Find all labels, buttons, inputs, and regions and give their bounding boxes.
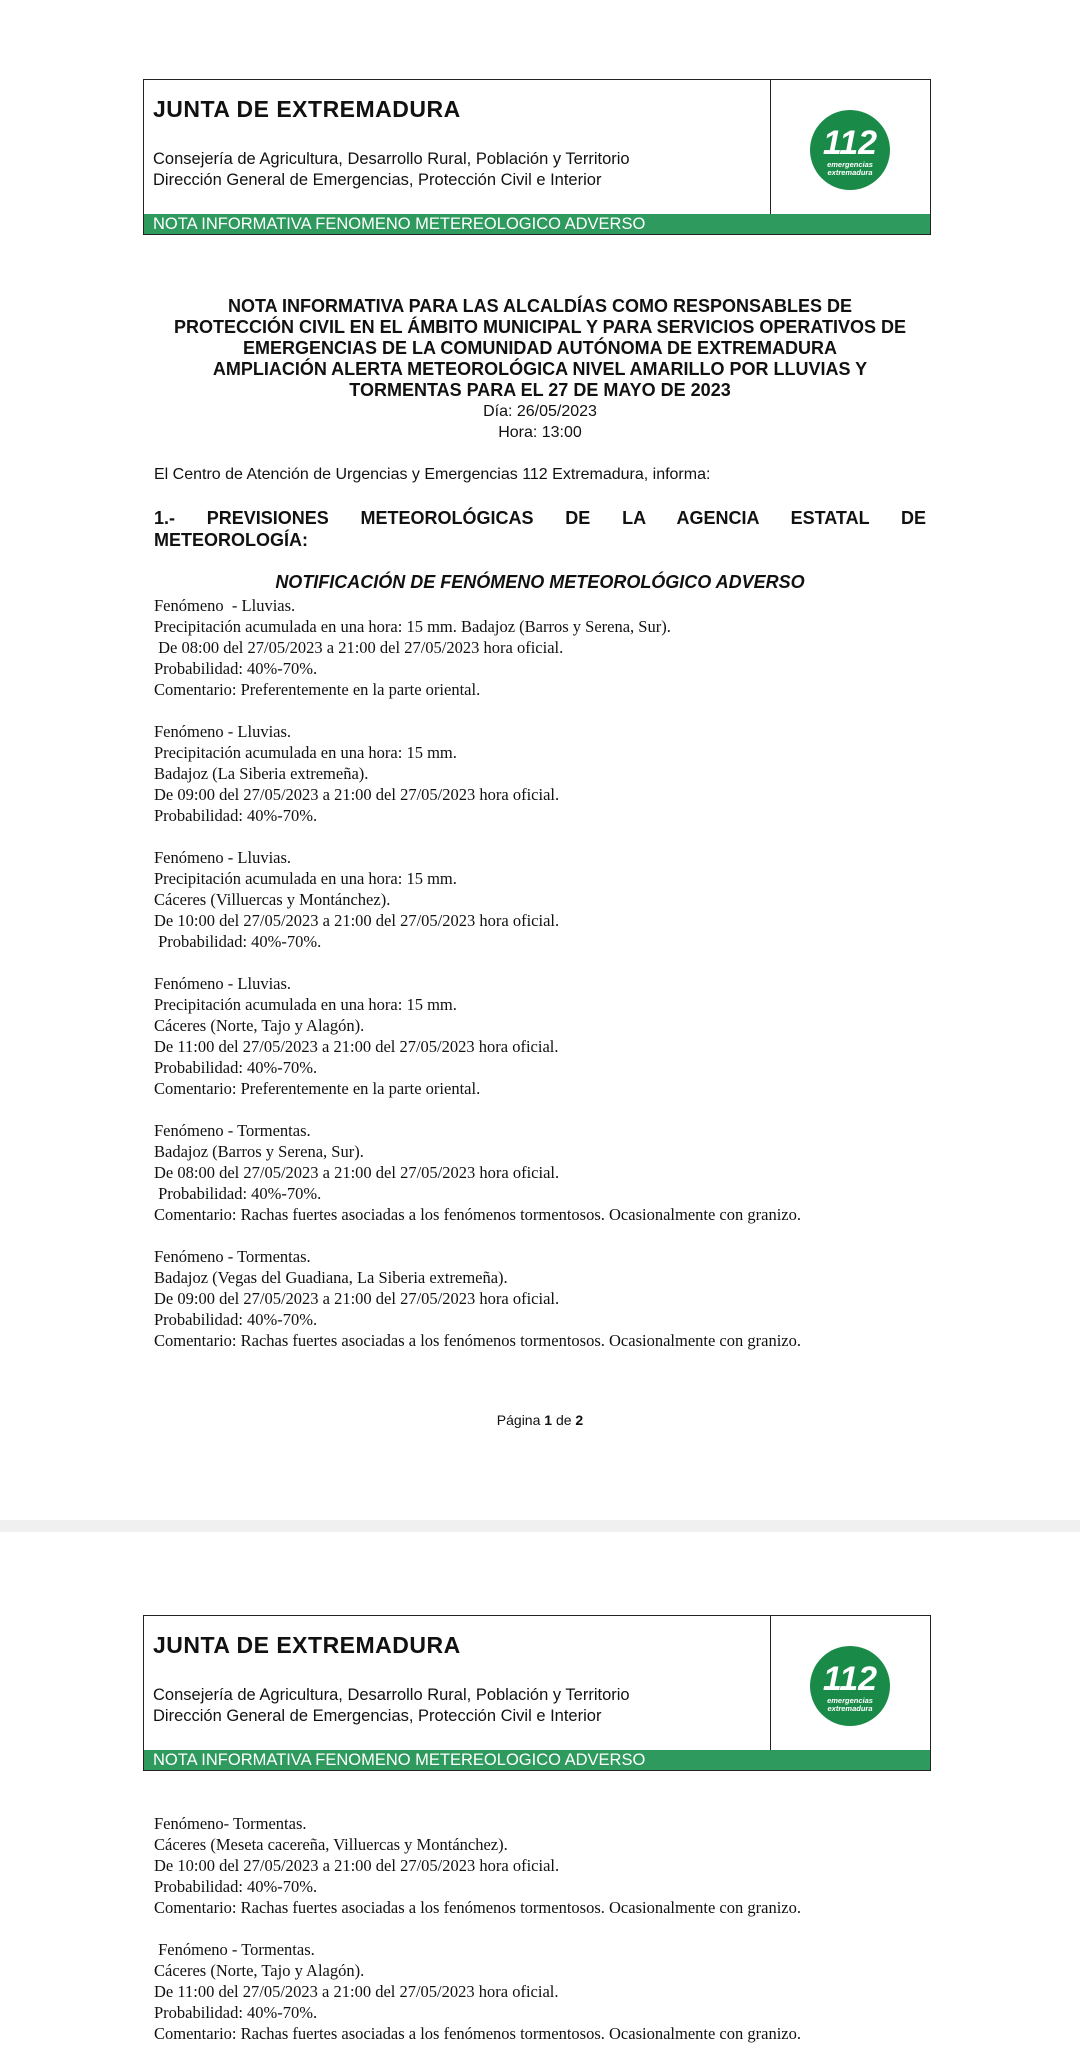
phenomenon-line: De 11:00 del 27/05/2023 a 21:00 del 27/05/2023 hora oficial. xyxy=(154,1982,559,2001)
phenomenon-line: Comentario: Preferentemente en la parte oriental. xyxy=(154,680,481,699)
phenomenon-line: De 11:00 del 27/05/2023 a 21:00 del 27/05/2023 hora oficial. xyxy=(154,1037,559,1056)
notification-title: NOTIFICACIÓN DE FENÓMENO METEOROLÓGICO ADVERSO xyxy=(275,572,805,592)
page-number xyxy=(150,1412,930,1428)
header-department: Consejería de Agricultura, Desarrollo Rural, Población y Territorio xyxy=(153,150,630,168)
document-time: Hora: 13:00 xyxy=(498,424,582,441)
phenomenon-block xyxy=(154,1246,934,1351)
phenomenon-line: De 10:00 del 27/05/2023 a 21:00 del 27/05/2023 hora oficial. xyxy=(154,911,560,930)
phenomenon-line: Badajoz (La Siberia extremeña). xyxy=(154,764,369,783)
page-header xyxy=(143,79,931,235)
phenomenon-line: Fenómeno - Lluvias. xyxy=(154,974,292,993)
header-title: JUNTA DE EXTREMADURA xyxy=(153,1632,461,1658)
phenomena-list xyxy=(154,595,934,1372)
svg-text:112: 112 xyxy=(822,1660,878,1698)
title-line: TORMENTAS PARA EL 27 DE MAYO DE 2023 xyxy=(349,380,731,400)
phenomenon-block xyxy=(154,973,934,1099)
phenomenon-line: Probabilidad: 40%-70%. xyxy=(154,932,322,951)
phenomenon-line: Probabilidad: 40%-70%. xyxy=(154,2003,318,2022)
title-line: AMPLIACIÓN ALERTA METEOROLÓGICA NIVEL AMARILLO POR LLUVIAS Y xyxy=(212,359,868,379)
phenomenon-block xyxy=(154,1813,934,1918)
header-directorate: Dirección General de Emergencias, Protección Civil e Interior xyxy=(153,1707,602,1725)
page-label: Página xyxy=(496,1412,541,1428)
phenomenon-line: Comentario: Rachas fuertes asociadas a los fenómenos tormentosos. Ocasionalmente con granizo. xyxy=(154,2024,801,2043)
phenomenon-line: Fenómeno - Lluvias. xyxy=(154,596,296,615)
phenomenon-line: De 08:00 del 27/05/2023 a 21:00 del 27/05/2023 hora oficial. xyxy=(154,638,564,657)
phenomenon-block xyxy=(154,1939,934,2044)
page-of: de xyxy=(555,1412,572,1428)
phenomenon-line: Badajoz (Vegas del Guadiana, La Siberia extremeña). xyxy=(154,1268,508,1287)
phenomenon-line: Cáceres (Norte, Tajo y Alagón). xyxy=(154,1961,365,1980)
phenomenon-line: Cáceres (Norte, Tajo y Alagón). xyxy=(154,1016,365,1035)
phenomenon-line: De 08:00 del 27/05/2023 a 21:00 del 27/05/2023 hora oficial. xyxy=(154,1163,560,1182)
emergency-112-logo-icon xyxy=(810,1646,890,1726)
phenomenon-line: Probabilidad: 40%-70%. xyxy=(154,1877,318,1896)
svg-text:112: 112 xyxy=(822,124,878,162)
phenomenon-line: Badajoz (Barros y Serena, Sur). xyxy=(154,1142,364,1161)
phenomenon-line: Fenómeno- Tormentas. xyxy=(154,1814,307,1833)
document-title xyxy=(150,296,930,401)
svg-text:extremadura: extremadura xyxy=(827,168,873,177)
header-band: NOTA INFORMATIVA FENOMENO METEREOLOGICO ADVERSO xyxy=(144,214,930,234)
phenomenon-block xyxy=(154,721,934,826)
section-heading: 1.- PREVISIONES METEOROLÓGICAS DE LA AGENCIA ESTATAL DE xyxy=(154,508,926,528)
phenomenon-line: Comentario: Rachas fuertes asociadas a los fenómenos tormentosos. Ocasionalmente con granizo. xyxy=(154,1205,801,1224)
svg-text:emergencias: emergencias xyxy=(827,1696,873,1705)
phenomenon-line: Comentario: Preferentemente en la parte oriental. xyxy=(154,1079,481,1098)
phenomenon-line: Probabilidad: 40%-70%. xyxy=(154,659,318,678)
phenomenon-block xyxy=(154,595,934,700)
phenomenon-line: Fenómeno - Lluvias. xyxy=(154,722,292,741)
phenomena-list-continued xyxy=(154,1813,934,2058)
header-text-area xyxy=(144,1616,771,1750)
header-title: JUNTA DE EXTREMADURA xyxy=(153,96,461,122)
page-header xyxy=(143,1615,931,1771)
title-line: PROTECCIÓN CIVIL EN EL ÁMBITO MUNICIPAL Y PARA SERVICIOS OPERATIVOS DE xyxy=(173,317,907,337)
emergency-112-logo-icon xyxy=(810,110,890,190)
phenomenon-line: Comentario: Rachas fuertes asociadas a los fenómenos tormentosos. Ocasionalmente con granizo. xyxy=(154,1898,801,1917)
header-text-area xyxy=(144,80,771,214)
svg-text:extremadura: extremadura xyxy=(827,1704,873,1713)
phenomenon-line: Fenómeno - Lluvias. xyxy=(154,848,292,867)
phenomenon-line: Precipitación acumulada en una hora: 15 mm. Badajoz (Barros y Serena, Sur). xyxy=(154,617,671,636)
current-page: 1 xyxy=(544,1412,553,1428)
phenomenon-line: Probabilidad: 40%-70%. xyxy=(154,1058,318,1077)
intro-text: El Centro de Atención de Urgencias y Emergencias 112 Extremadura, informa: xyxy=(154,466,711,483)
svg-text:emergencias: emergencias xyxy=(827,160,873,169)
phenomenon-line: Precipitación acumulada en una hora: 15 mm. xyxy=(154,995,457,1014)
phenomenon-line: Cáceres (Meseta cacereña, Villuercas y Montánchez). xyxy=(154,1835,508,1854)
phenomenon-block xyxy=(154,1120,934,1225)
header-directorate: Dirección General de Emergencias, Protección Civil e Interior xyxy=(153,171,602,189)
phenomenon-block xyxy=(154,847,934,952)
phenomenon-line: Fenómeno - Tormentas. xyxy=(154,1247,311,1266)
phenomenon-line: De 09:00 del 27/05/2023 a 21:00 del 27/05/2023 hora oficial. xyxy=(154,1289,560,1308)
section-heading-continued: METEOROLOGÍA: xyxy=(154,530,308,550)
header-department: Consejería de Agricultura, Desarrollo Rural, Población y Territorio xyxy=(153,1686,630,1704)
phenomenon-line: Precipitación acumulada en una hora: 15 mm. xyxy=(154,869,457,888)
phenomenon-line: De 10:00 del 27/05/2023 a 21:00 del 27/05/2023 hora oficial. xyxy=(154,1856,560,1875)
total-pages: 2 xyxy=(575,1412,584,1428)
header-band: NOTA INFORMATIVA FENOMENO METEREOLOGICO ADVERSO xyxy=(144,1750,930,1770)
phenomenon-line: Cáceres (Villuercas y Montánchez). xyxy=(154,890,391,909)
phenomenon-line: Probabilidad: 40%-70%. xyxy=(154,1310,318,1329)
phenomenon-line: Fenómeno - Tormentas. xyxy=(154,1121,311,1140)
document-date: Día: 26/05/2023 xyxy=(483,403,597,420)
phenomenon-line: Probabilidad: 40%-70%. xyxy=(154,1184,322,1203)
document-page-2 xyxy=(0,1532,1080,2058)
phenomenon-line: Fenómeno - Tormentas. xyxy=(154,1940,315,1959)
title-line: EMERGENCIAS DE LA COMUNIDAD AUTÓNOMA DE EXTREMADURA xyxy=(243,338,837,358)
phenomenon-line: De 09:00 del 27/05/2023 a 21:00 del 27/05/2023 hora oficial. xyxy=(154,785,560,804)
title-line: NOTA INFORMATIVA PARA LAS ALCALDÍAS COMO RESPONSABLES DE xyxy=(228,296,852,316)
phenomenon-line: Precipitación acumulada en una hora: 15 mm. xyxy=(154,743,457,762)
phenomenon-line: Comentario: Rachas fuertes asociadas a los fenómenos tormentosos. Ocasionalmente con granizo. xyxy=(154,1331,801,1350)
phenomenon-line: Probabilidad: 40%-70%. xyxy=(154,806,318,825)
